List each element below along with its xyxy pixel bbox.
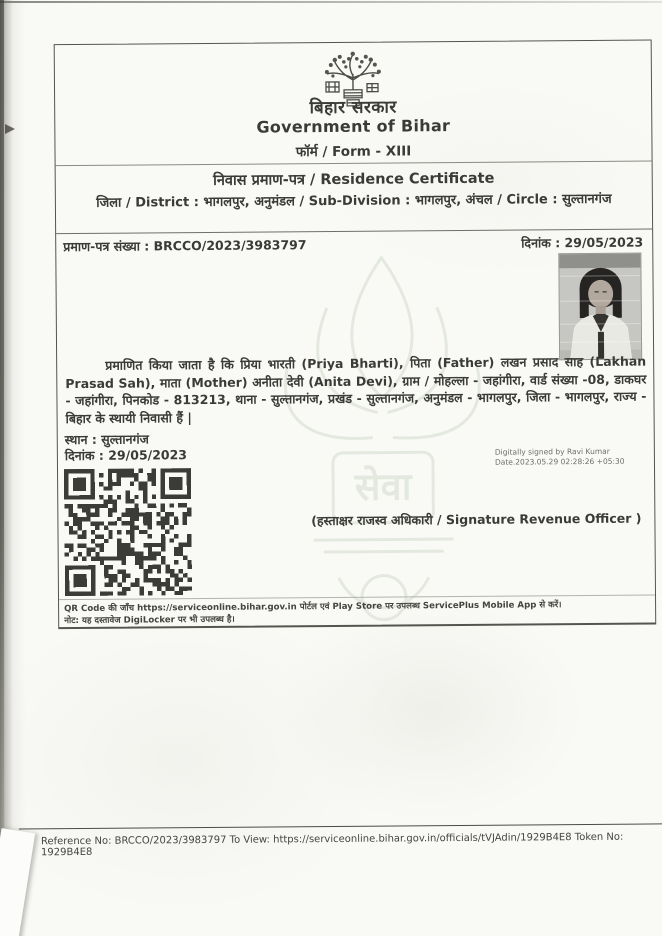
qr-verification-note: QR Code की जाँच https://serviceonline.bihar.gov.in पोर्टल एवं Play Store पर उपलब्ध ServicePlus Mobile App से करें। xyxy=(64,600,562,615)
form-number-line: फॉर्म / Form - XIII xyxy=(295,143,412,161)
certificate-number: प्रमाण-पत्र संख्या : BRCCO/2023/3983797 xyxy=(63,237,307,255)
issue-date-line: दिनांक : 29/05/2023 xyxy=(64,447,188,464)
certificate-border-box xyxy=(54,39,657,629)
digital-signature-line1: Digitally signed by Ravi Kumar xyxy=(494,446,610,457)
digilocker-note: नोट: यह दस्तावेज DigiLocker पर भी उपलब्ध है। xyxy=(64,614,235,627)
svg-text:सेवा: सेवा xyxy=(354,464,412,509)
applicant-photo xyxy=(558,253,642,361)
certificate-body-text: प्रमाणित किया जाता है कि प्रिया भारती (Priya Bharti), पिता (Father) लखन प्रसाद साह (Lakhan Prasad Sah), माता (Mother) अनीता देवी (Anita Devi), ग्राम / मोहल्ला - जहांगीरा, वार्ड संख्या -08, डाकघर - जहांगीरा, पिनकोड - 813213, थाना - सुल्तानगंज, प्रखंड - सुल्तानगंज, अनुमंडल - भागलपुर, जिला - भागलपुर, राज्य - बिहार के स्थायी निवासी हैं | xyxy=(65,353,647,426)
government-name-hindi: बिहार सरकार xyxy=(309,97,397,119)
digital-signature-text xyxy=(495,447,625,467)
footer-divider xyxy=(19,823,662,829)
certificate-title: निवास प्रमाण-पत्र / Residence Certificate xyxy=(213,170,495,189)
reference-line: Reference No: BRCCO/2023/3983797 To View: https://serviceonline.bihar.gov.in/officials/tVJAdin/1929B4E8 Token No: 1929B4E8 xyxy=(40,831,624,859)
district-subdivision-circle-line: जिला / District : भागलपुर, अनुमंडल / Sub-Division : भागलपुर, अंचल / Circle : सुल्तानगंज xyxy=(96,191,612,211)
government-name-english: Government of Bihar xyxy=(256,116,451,137)
place-line: स्थान : सुल्तानगंज xyxy=(64,431,149,448)
digital-signature-line2: Date.2023.05.29 02:28:26 +05:30 xyxy=(494,456,625,467)
qr-code xyxy=(63,468,193,596)
signature-officer-line: (हस्ताक्षर राजस्व अधिकारी / Signature Revenue Officer ) xyxy=(311,510,642,529)
certificate-date: दिनांक : 29/05/2023 xyxy=(521,234,644,251)
